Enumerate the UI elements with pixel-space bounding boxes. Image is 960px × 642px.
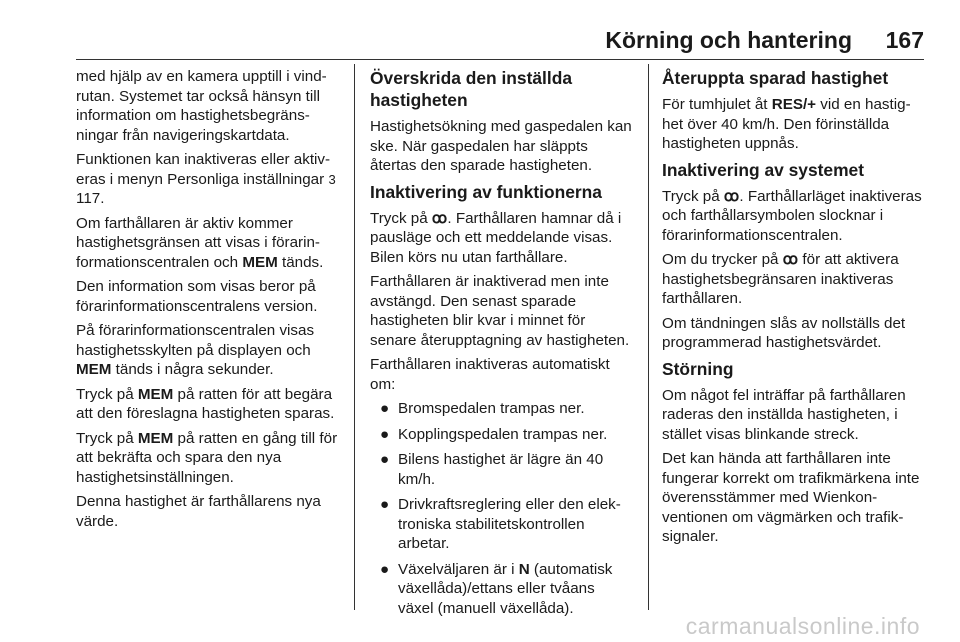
gear-n-label: N [518,560,530,578]
list-item: ● Bilens hastighet är lägre än 40 km/h. [380,451,604,488]
paragraph: Farthållaren är inaktiverad men inte avstängd. Den senast sparade hastigheten blir kvar i minnet för senare återupptagning av hastigheten. [370,273,630,349]
page-title: Körning och hantering [605,27,852,53]
bullet-icon: ● [380,496,390,513]
page-reference: 117. [76,190,105,207]
section-heading: Inaktivering av systemet [662,159,865,180]
paragraph: Det kan hända att farthållaren inte fungerar korrekt om trafikmärkena inte överensstämmer med Wienkonventionen om vägmärken och trafiksignaler. [662,450,920,545]
section-heading: Inaktivering av funktionerna [370,181,602,202]
column-right [662,67,926,552]
bullet-icon: ● [380,425,390,443]
mem-label: MEM [137,385,174,403]
cruise-control-icon: ꝏ [723,187,740,205]
paragraph: Tryck på MEM på ratten för att begära att den föreslagna hastigheten sparas. [76,385,335,422]
list-item: ● Bromspedalen trampas ner. [380,400,585,417]
paragraph: Tryck på ꝏ. Farthållarläget inaktiveras och farthållarsymbolen slocknar i förarinformationscentralen. [662,187,922,244]
res-label: RES/+ [771,96,817,113]
page-number: 167 [885,27,924,53]
mem-label: MEM [242,253,278,271]
paragraph: För tumhjulet åt RES/+ vid en hastighet över 40 km/h. Den förinställda hastigheten uppnås. [662,96,911,152]
page-header [0,22,960,58]
bullet-icon: ● [380,451,390,468]
bullet-icon: ● [380,560,390,578]
list-item: ● Växelväljaren är i N (automatisk växellåda)/ettans eller tvåans växel (manuell växellåda). [380,560,613,617]
column-divider-2 [648,64,649,610]
paragraph: Om du trycker på ꝏ för att aktivera hastighetsbegränsaren inaktiveras farthållaren. [662,251,899,307]
paragraph: Denna hastighet är farthållarens nya värde. [76,493,321,530]
list-item: ● Kopplingspedalen trampas ner. [380,425,608,443]
condition-list [370,399,634,618]
header-divider [76,59,924,60]
page-reference-icon: 3 [328,171,336,187]
speed-limiter-icon: ꝏ [782,251,799,268]
column-left [76,67,344,536]
paragraph: Funktionen kan inaktiveras eller aktiveras i menyn Personliga inställningar 3 117. [76,151,336,207]
section-heading: Överskrida den inställda hastigheten [370,68,573,110]
paragraph: På förarinformationscentralen visas hastighetsskylten på displayen och MEM tänds i några sekunder. [76,322,315,378]
paragraph: med hjälp av en kamera upptill i vindrutan. Systemet tar också hänsyn till information om hastighetsbegränsningar från navigeringskartdata. [76,68,327,144]
mem-label: MEM [76,361,112,378]
paragraph: Tryck på ꝏ. Farthållaren hamnar då i pausläge och ett meddelande visas. Bilen körs nu utan farthållare. [370,209,622,266]
column-divider-1 [354,64,355,610]
watermark: carmanualsonline.info [685,613,920,639]
cruise-control-icon: ꝏ [431,209,448,227]
section-heading: Återuppta sparad hastighet [662,68,889,88]
paragraph: Om tändningen slås av nollställs det programmerad hastighetsvärdet. [662,314,906,351]
paragraph: Om farthållaren är aktiv kommer hastighetsgränsen att visas i förarinformationscentralen och MEM tänds. [76,214,324,271]
mem-label: MEM [137,429,174,447]
section-heading: Störning [662,358,734,379]
paragraph: Om något fel inträffar på farthållaren raderas den inställda hastigheten, i stället visas blinkande streck. [662,386,906,443]
paragraph: Den information som visas beror på förarinformationscentralens version. [76,278,318,315]
column-middle [370,67,634,624]
bullet-icon: ● [380,400,390,417]
paragraph: Hastighetsökning med gaspedalen kan ske. När gaspedalen har släppts återtas den sparade hastigheten. [370,118,632,174]
list-item: ● Drivkraftsreglering eller den elektroniska stabilitetskontrollen arbetar. [380,496,621,552]
paragraph: Tryck på MEM på ratten en gång till för att bekräfta och spara den nya hastighetsinställningen. [76,429,338,486]
paragraph: Farthållaren inaktiveras automatiskt om: [370,356,610,393]
